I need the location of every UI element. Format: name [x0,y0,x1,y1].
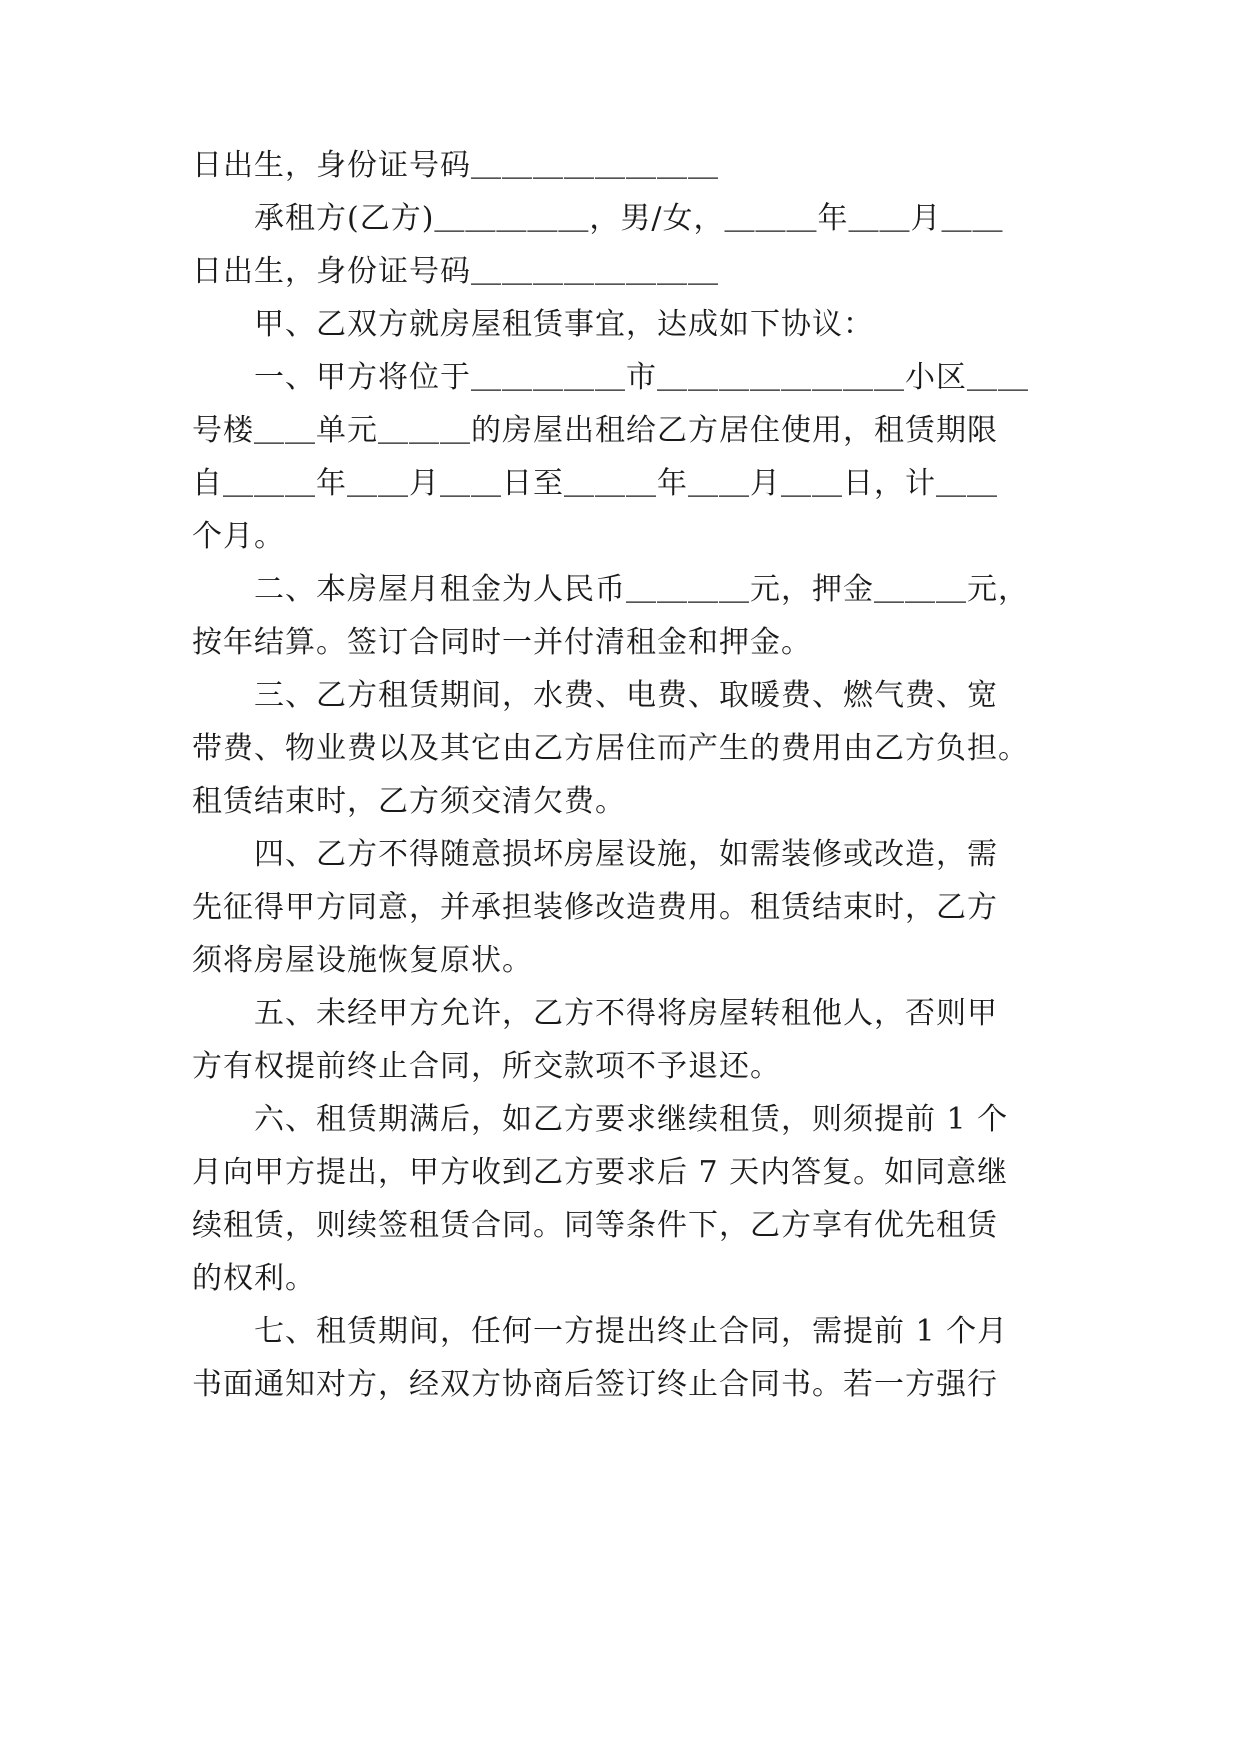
text-line: 承租方(乙方)＿＿＿＿＿，男/女，＿＿＿年＿＿月＿＿ [254,201,1004,236]
text-line: 按年结算。签订合同时一并付清租金和押金。 [192,625,812,660]
text-line: 须将房屋设施恢复原状。 [192,943,533,978]
text-line: 书面通知对方，经双方协商后签订终止合同书。若一方强行 [192,1367,998,1402]
text-line: 五、未经甲方允许，乙方不得将房屋转租他人，否则甲 [254,996,998,1031]
text-line: 号楼＿＿单元＿＿＿的房屋出租给乙方居住使用，租赁期限 [192,413,998,448]
text-line: 日出生，身份证号码＿＿＿＿＿＿＿＿ [192,254,719,289]
text-line: 个月。 [192,519,285,554]
text-line: 六、租赁期满后，如乙方要求继续租赁，则须提前 1 个 [254,1102,1009,1137]
text-line: 先征得甲方同意，并承担装修改造费用。租赁结束时，乙方 [192,890,998,925]
text-line: 租赁结束时，乙方须交清欠费。 [192,784,626,819]
text-line: 七、租赁期间，任何一方提出终止合同，需提前 1 个月 [254,1314,1009,1349]
text-line: 自＿＿＿年＿＿月＿＿日至＿＿＿年＿＿月＿＿日，计＿＿ [192,466,998,501]
text-line: 四、乙方不得随意损坏房屋设施，如需装修或改造，需 [254,837,998,872]
text-line: 带费、物业费以及其它由乙方居住而产生的费用由乙方负担。 [192,731,1029,766]
text-line: 三、乙方租赁期间，水费、电费、取暖费、燃气费、宽 [254,678,998,713]
text-line: 一、甲方将位于＿＿＿＿＿市＿＿＿＿＿＿＿＿小区＿＿ [254,360,1029,395]
text-line: 甲、乙双方就房屋租赁事宜，达成如下协议： [254,307,874,342]
text-line: 的权利。 [192,1261,316,1296]
text-line: 日出生，身份证号码＿＿＿＿＿＿＿＿ [192,148,719,183]
text-line: 方有权提前终止合同，所交款项不予退还。 [192,1049,781,1084]
text-line: 二、本房屋月租金为人民币＿＿＿＿元，押金＿＿＿元， [254,572,1029,607]
text-line: 续租赁，则续签租赁合同。同等条件下，乙方享有优先租赁 [192,1208,998,1243]
text-line: 月向甲方提出，甲方收到乙方要求后 7 天内答复。如同意继 [192,1155,1009,1190]
